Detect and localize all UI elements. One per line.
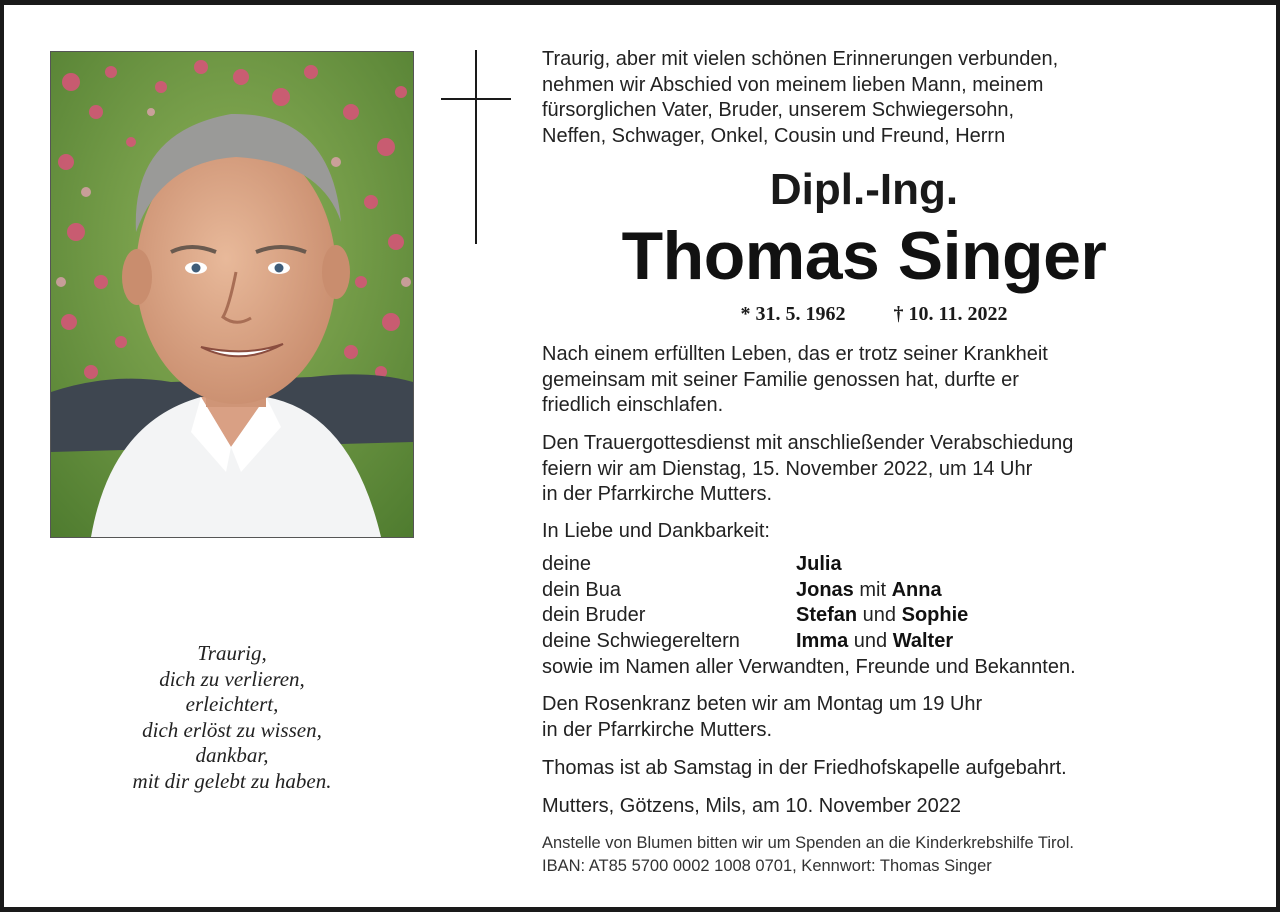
mourner-row <box>542 629 1076 655</box>
mourner-relation: dein Bua <box>542 578 621 601</box>
mourner-row <box>542 578 1076 604</box>
text-line: feiern wir am Dienstag, 15. November 2022, um 14 Uhr <box>542 457 1033 480</box>
intro-line: nehmen wir Abschied von meinem lieben Mann, meinem <box>542 73 1044 96</box>
mourner-name: Imma <box>796 630 849 653</box>
mourner-row <box>542 552 1076 578</box>
mourner-name: Stefan <box>796 604 858 627</box>
text-line: Den Trauergottesdienst mit anschließender Verabschiedung <box>542 432 1074 454</box>
iban-line: IBAN: AT85 5700 0002 1008 0701, Kennwort: Thomas Singer <box>542 857 992 875</box>
donation-note <box>542 832 1242 878</box>
mourner-name: Jonas <box>796 578 854 601</box>
mourner-name: Julia <box>796 553 842 575</box>
mourner-conjunction: und <box>857 604 902 627</box>
intro-line: Neffen, Schwager, Onkel, Cousin und Freund, Herrn <box>542 125 1006 148</box>
text-line: gemeinsam mit seiner Familie genossen hat, durfte er <box>542 368 1019 391</box>
mourner-conjunction: mit <box>853 578 892 601</box>
text-line: Den Rosenkranz beten wir am Montag um 19 Uhr <box>542 693 983 715</box>
gratitude-line: In Liebe und Dankbarkeit: <box>542 520 770 542</box>
death-date: † 10. 11. 2022 <box>893 303 1008 325</box>
others-line: sowie im Namen aller Verwandten, Freunde und Bekannten. <box>542 655 1076 678</box>
poem-line: mit dir gelebt zu haben. <box>132 768 332 793</box>
service-paragraph <box>542 431 1242 508</box>
intro-text <box>542 47 1222 150</box>
portrait-photo <box>50 51 414 538</box>
life-dates <box>664 303 1084 326</box>
cross-icon <box>441 50 513 246</box>
poem-line: Traurig, <box>197 641 267 665</box>
deceased-name: Thomas Singer <box>621 218 1107 294</box>
laid-out-line: Thomas ist ab Samstag in der Friedhofskapelle aufgebahrt. <box>542 757 1067 779</box>
place-date-line: Mutters, Götzens, Mils, am 10. November 2022 <box>542 795 962 817</box>
mourner-relation: deine Schwiegereltern <box>542 630 740 653</box>
poem-line: dich erlöst zu wissen, <box>142 717 322 742</box>
life-paragraph <box>542 342 1242 419</box>
text-line: in der Pfarrkirche Mutters. <box>542 483 773 506</box>
memorial-poem <box>94 641 370 795</box>
birth-date: * 31. 5. 1962 <box>740 303 846 325</box>
mourner-name: Sophie <box>901 604 969 627</box>
poem-line: erleichtert, <box>185 692 279 717</box>
poem-line: dich zu verlieren, <box>159 666 305 691</box>
rosary-paragraph <box>542 692 1242 743</box>
poem-line: dankbar, <box>195 743 269 768</box>
mourner-name: Anna <box>891 578 942 601</box>
mourner-row <box>542 603 1076 629</box>
text-line: Nach einem erfüllten Leben, das er trotz seiner Krankheit <box>542 343 1048 365</box>
mourner-relation: deine <box>542 553 591 575</box>
intro-line: fürsorglichen Vater, Bruder, unserem Schwiegersohn, <box>542 99 1015 122</box>
text-line: in der Pfarrkirche Mutters. <box>542 718 773 741</box>
mourner-relation: dein Bruder <box>542 604 646 627</box>
mourner-name: Walter <box>892 630 954 653</box>
mourner-conjunction: und <box>848 630 893 653</box>
portrait-illustration <box>51 52 413 537</box>
donation-line: Anstelle von Blumen bitten wir um Spenden an die Kinderkrebshilfe Tirol. <box>542 834 1074 852</box>
intro-line: Traurig, aber mit vielen schönen Erinnerungen verbunden, <box>542 48 1059 70</box>
text-line: friedlich einschlafen. <box>542 394 724 417</box>
mourners-list <box>542 552 1076 681</box>
academic-title: Dipl.-Ing. <box>769 165 959 214</box>
